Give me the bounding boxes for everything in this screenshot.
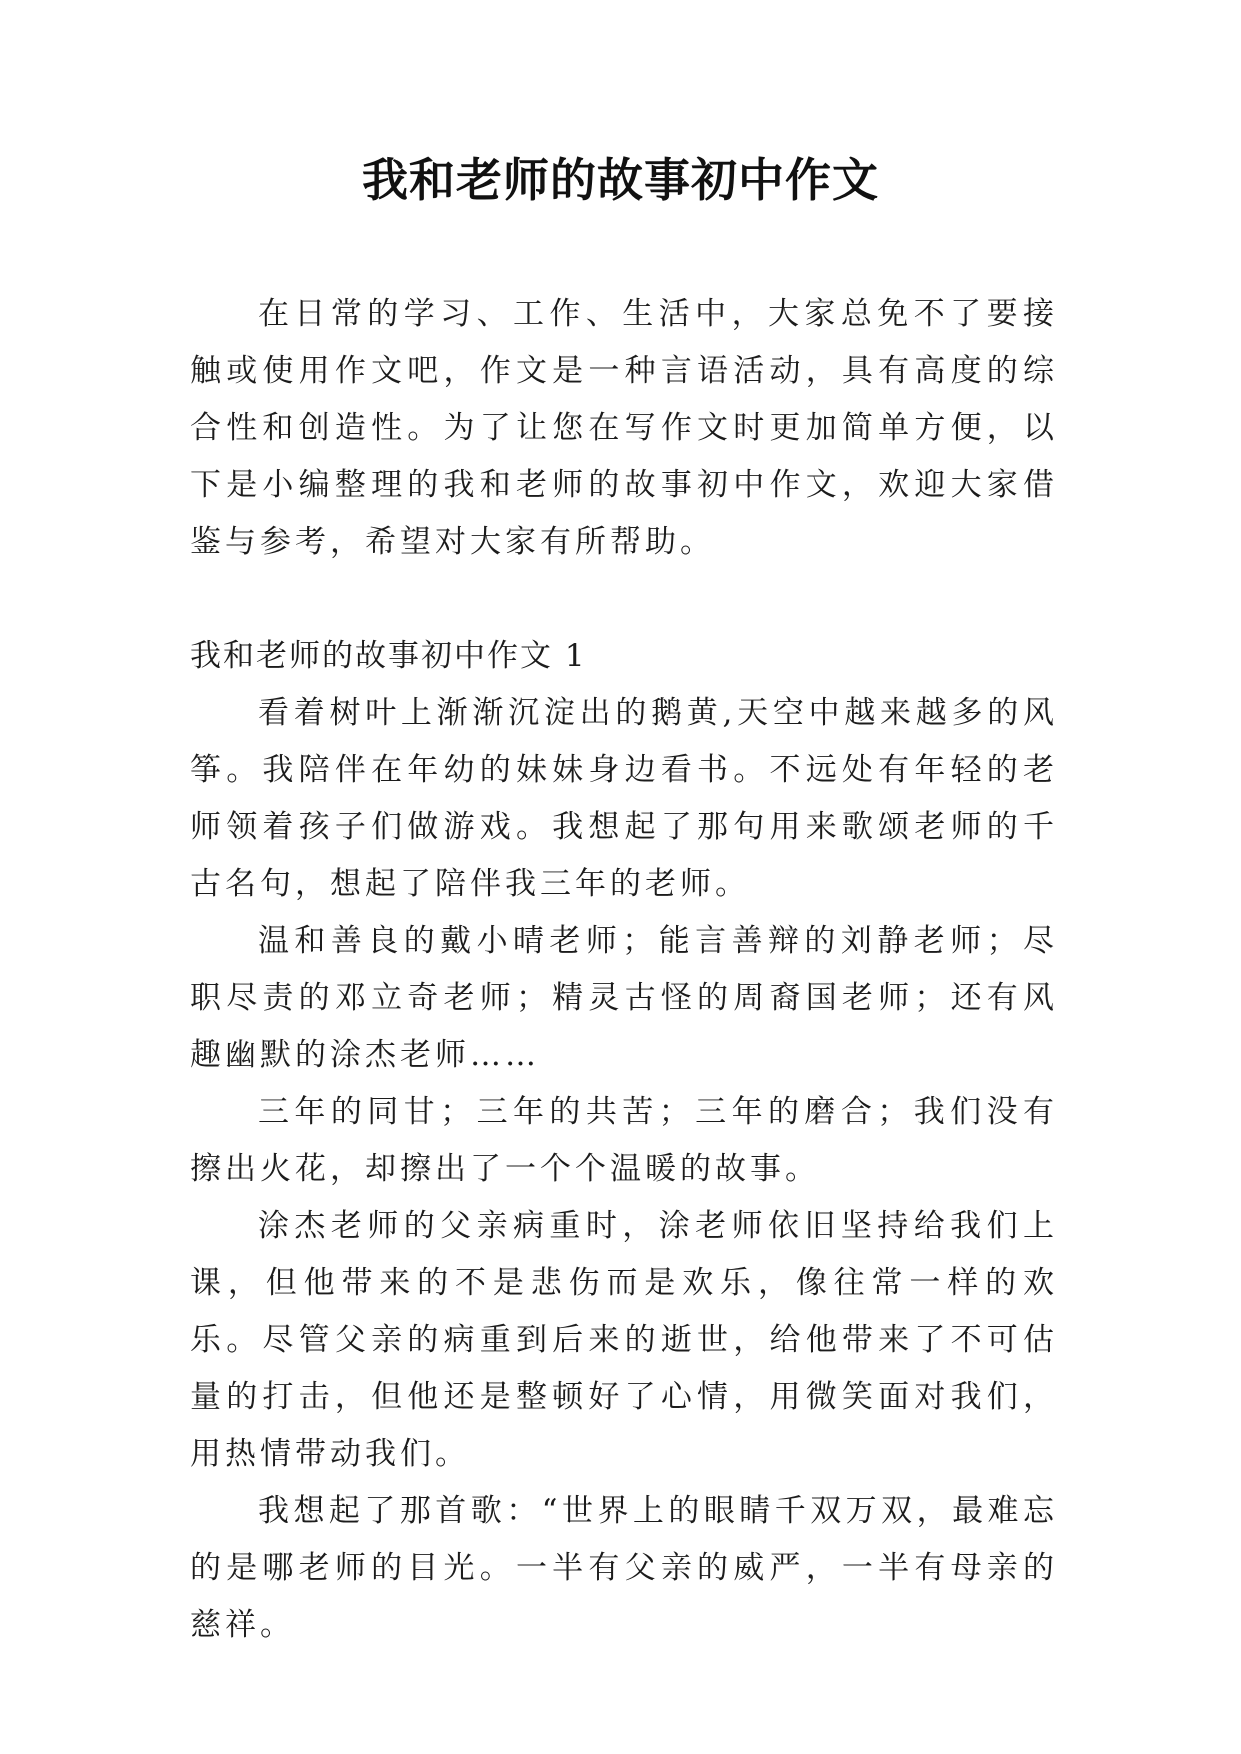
body-paragraph: 我想起了那首歌：“世界上的眼睛千双万双，最难忘的是哪老师的目光。一半有父亲的威严，一半有母亲的慈祥。 bbox=[190, 1493, 1058, 1643]
body-paragraph: 温和善良的戴小晴老师；能言善辩的刘静老师；尽职尽责的邓立奇老师；精灵古怪的周裔国老师；还有风趣幽默的涂杰老师…… bbox=[190, 923, 1058, 1073]
intro-paragraph: 在日常的学习、工作、生活中，大家总免不了要接触或使用作文吧，作文是一种言语活动，具有高度的综合性和创造性。为了让您在写作文时更加简单方便，以下是小编整理的我和老师的故事初中作文，欢迎大家借鉴与参考，希望对大家有所帮助。 bbox=[190, 296, 1058, 560]
body-paragraph: 三年的同甘；三年的共苦；三年的磨合；我们没有擦出火花，却擦出了一个个温暖的故事。 bbox=[190, 1094, 1058, 1187]
body-paragraph: 看着树叶上渐渐沉淀出的鹅黄,天空中越来越多的风筝。我陪伴在年幼的妹妹身边看书。不远处有年轻的老师领着孩子们做游戏。我想起了那句用来歌颂老师的千古名句，想起了陪伴我三年的老师。 bbox=[190, 695, 1058, 902]
body-paragraph: 涂杰老师的父亲病重时，涂老师依旧坚持给我们上课，但他带来的不是悲伤而是欢乐，像往常一样的欢乐。尽管父亲的病重到后来的逝世，给他带来了不可估量的打击，但他还是整顿好了心情，用微笑面对我们，用热情带动我们。 bbox=[190, 1208, 1058, 1472]
section-heading: 我和老师的故事初中作文 1 bbox=[190, 638, 587, 674]
document-body bbox=[190, 286, 1058, 1654]
document-title: 我和老师的故事初中作文 bbox=[362, 153, 879, 207]
